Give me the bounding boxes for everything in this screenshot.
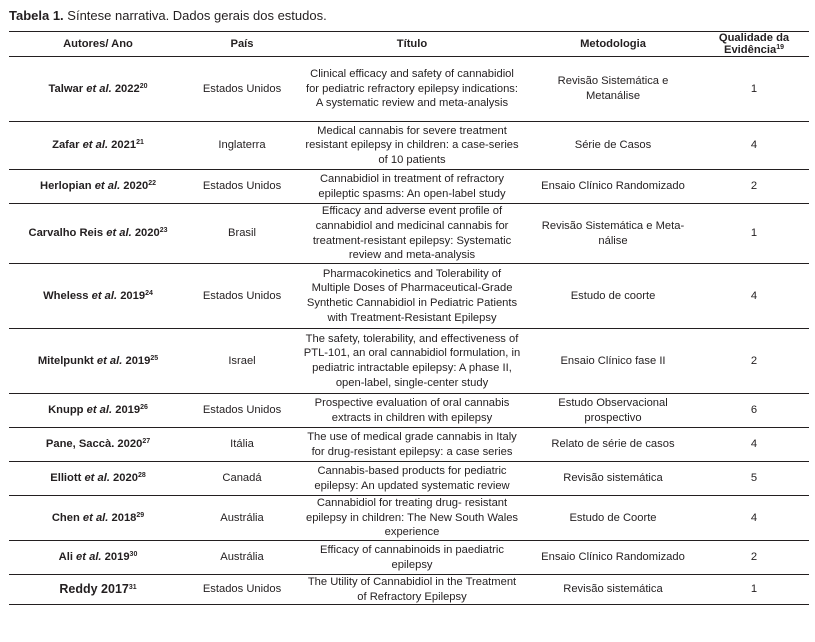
author-name: Ali	[58, 551, 73, 564]
cell-quality: 4	[699, 496, 809, 541]
cell-author	[9, 57, 187, 122]
cell-country: Inglaterra	[187, 122, 297, 170]
cell-method: Ensaio Clínico Randomizado	[527, 541, 699, 575]
author-name: Wheless	[43, 289, 89, 302]
header-qualidade-ref: 19	[776, 44, 785, 51]
cell-author	[9, 541, 187, 575]
author-year: 2022	[111, 82, 140, 95]
author-ref: 26	[140, 404, 148, 412]
cell-author	[9, 170, 187, 204]
author-etal: et al.	[86, 404, 113, 417]
cell-author	[9, 394, 187, 428]
cell-quality: 1	[699, 57, 809, 122]
cell-author	[9, 496, 187, 541]
cell-quality: 5	[699, 462, 809, 496]
table-row	[9, 575, 809, 605]
cell-method: Revisão sistemática	[527, 462, 699, 496]
cell-author	[9, 329, 187, 394]
author-name: Knupp	[48, 404, 84, 417]
table-row	[9, 122, 809, 170]
cell-quality: 4	[699, 428, 809, 462]
cell-country: Estados Unidos	[187, 394, 297, 428]
author-name: Elliott	[50, 472, 82, 485]
author-year: 2021	[108, 139, 137, 152]
table-row	[9, 541, 809, 575]
cell-title: Cannabidiol in treatment of refractory epileptic spasms: An open-label study	[297, 170, 527, 204]
cell-country: Austrália	[187, 541, 297, 575]
cell-country: Brasil	[187, 204, 297, 264]
table-caption	[9, 8, 327, 24]
author-ref: 29	[136, 511, 145, 519]
cell-country: Austrália	[187, 496, 297, 541]
header-metodologia: Metodologia	[527, 32, 699, 57]
cell-author	[9, 204, 187, 264]
cell-method: Revisão Sistemática e Metanálise	[527, 57, 699, 122]
author-etal: et al.	[91, 289, 118, 302]
author-etal: et al.	[94, 180, 121, 193]
table-header-row	[9, 32, 809, 57]
cell-method: Série de Casos	[527, 122, 699, 170]
cell-country: Estados Unidos	[187, 170, 297, 204]
author-name: Reddy	[59, 582, 98, 597]
cell-method: Revisão sistemática	[527, 575, 699, 605]
cell-title: Cannabidiol for treating drug- resistant epilepsy in children: The New South Wales experience	[297, 496, 527, 541]
author-ref: 24	[145, 289, 153, 297]
author-ref: 27	[142, 438, 151, 446]
cell-method: Ensaio Clínico fase II	[527, 329, 699, 394]
author-name: Pane, Saccà.	[45, 438, 115, 451]
table-row	[9, 170, 809, 204]
author-ref: 21	[136, 139, 144, 147]
cell-quality: 1	[699, 204, 809, 264]
author-ref: 25	[150, 354, 159, 362]
table-row	[9, 394, 809, 428]
cell-method: Revisão Sistemática e Meta-nálise	[527, 204, 699, 264]
cell-title: The safety, tolerability, and effectiveness of PTL-101, an oral cannabidiol formulation, in pediatric intractable epilepsy: A phase II, open-label, single-center study	[297, 329, 527, 394]
table-row	[9, 329, 809, 394]
cell-country: Estados Unidos	[187, 575, 297, 605]
author-name: Talwar	[48, 82, 84, 95]
author-ref: 20	[139, 82, 148, 90]
cell-country: Estados Unidos	[187, 264, 297, 329]
cell-quality: 2	[699, 329, 809, 394]
cell-title: Clinical efficacy and safety of cannabidiol for pediatric refractory epilepsy indications: A systematic review and meta-analysis	[297, 57, 527, 122]
author-year: 2020	[131, 227, 160, 240]
cell-author	[9, 264, 187, 329]
cell-author	[9, 462, 187, 496]
table-row	[9, 496, 809, 541]
author-ref: 31	[128, 584, 137, 592]
cell-author	[9, 122, 187, 170]
cell-title: Prospective evaluation of oral cannabis extracts in children with epilepsy	[297, 394, 527, 428]
author-etal: et al.	[96, 354, 123, 367]
author-year: 2019	[101, 551, 130, 564]
author-ref: 28	[137, 472, 146, 480]
author-ref: 30	[129, 551, 138, 559]
cell-country: Israel	[187, 329, 297, 394]
header-autores: Autores/ Ano	[9, 32, 187, 57]
author-name: Zafar	[52, 139, 80, 152]
cell-method: Ensaio Clínico Randomizado	[527, 170, 699, 204]
cell-country: Itália	[187, 428, 297, 462]
cell-title: The use of medical grade cannabis in Italy for drug-resistant epilepsy: a case series	[297, 428, 527, 462]
table-row	[9, 57, 809, 122]
cell-quality: 6	[699, 394, 809, 428]
author-year: 2019	[112, 404, 141, 417]
author-year: 2017	[97, 582, 129, 597]
cell-method: Estudo Observacional prospectivo	[527, 394, 699, 428]
header-qualidade-label: Qualidade da Evidência	[718, 32, 790, 56]
author-year: 2018	[108, 511, 137, 524]
header-titulo: Título	[297, 32, 527, 57]
studies-table	[9, 31, 809, 605]
table-row	[9, 204, 809, 264]
cell-method: Estudo de Coorte	[527, 496, 699, 541]
author-etal: et al.	[82, 511, 109, 524]
author-year: 2020	[109, 472, 138, 485]
author-etal: et al.	[86, 82, 112, 95]
author-year: 2019	[117, 289, 146, 302]
author-name: Chen	[51, 511, 80, 524]
cell-method: Estudo de coorte	[527, 264, 699, 329]
author-name: Mitelpunkt	[37, 354, 94, 367]
author-year: 2019	[122, 354, 151, 367]
cell-quality: 1	[699, 575, 809, 605]
cell-quality: 4	[699, 264, 809, 329]
cell-title: Efficacy of cannabinoids in paediatric epilepsy	[297, 541, 527, 575]
cell-title: Efficacy and adverse event profile of cannabidiol and medicinal cannabis for treatment-resistant epilepsy: Systematic review and meta-analysis	[297, 204, 527, 264]
header-qualidade	[699, 32, 809, 57]
cell-quality: 2	[699, 541, 809, 575]
cell-title: Pharmacokinetics and Tolerability of Multiple Doses of Pharmaceutical-Grade Synthetic Cannabidiol in Pediatric Patients with Treatment-Resistant Epilepsy	[297, 264, 527, 329]
author-etal: et al.	[106, 227, 132, 240]
cell-quality: 4	[699, 122, 809, 170]
cell-title: Cannabis-based products for pediatric epilepsy: An updated systematic review	[297, 462, 527, 496]
table-label: Tabela 1.	[9, 8, 64, 23]
cell-title: The Utility of Cannabidiol in the Treatment of Refractory Epilepsy	[297, 575, 527, 605]
cell-title: Medical cannabis for severe treatment resistant epilepsy in children: a case-series of 10 patients	[297, 122, 527, 170]
cell-author	[9, 428, 187, 462]
author-etal: et al.	[76, 551, 102, 564]
cell-quality: 2	[699, 170, 809, 204]
table-caption-text: Síntese narrativa. Dados gerais dos estudos.	[63, 8, 327, 23]
table-row	[9, 428, 809, 462]
cell-country: Canadá	[187, 462, 297, 496]
table-row	[9, 264, 809, 329]
author-year: 2020	[120, 180, 149, 193]
header-pais: País	[187, 32, 297, 57]
author-ref: 22	[148, 180, 156, 188]
author-name: Herlopian	[39, 180, 92, 193]
author-name: Carvalho Reis	[28, 227, 104, 240]
author-year: 2020	[114, 438, 143, 451]
author-etal: et al.	[84, 472, 110, 485]
cell-author	[9, 575, 187, 605]
cell-country: Estados Unidos	[187, 57, 297, 122]
author-ref: 23	[159, 227, 168, 235]
author-etal: et al.	[82, 139, 109, 152]
table-row	[9, 462, 809, 496]
cell-method: Relato de série de casos	[527, 428, 699, 462]
